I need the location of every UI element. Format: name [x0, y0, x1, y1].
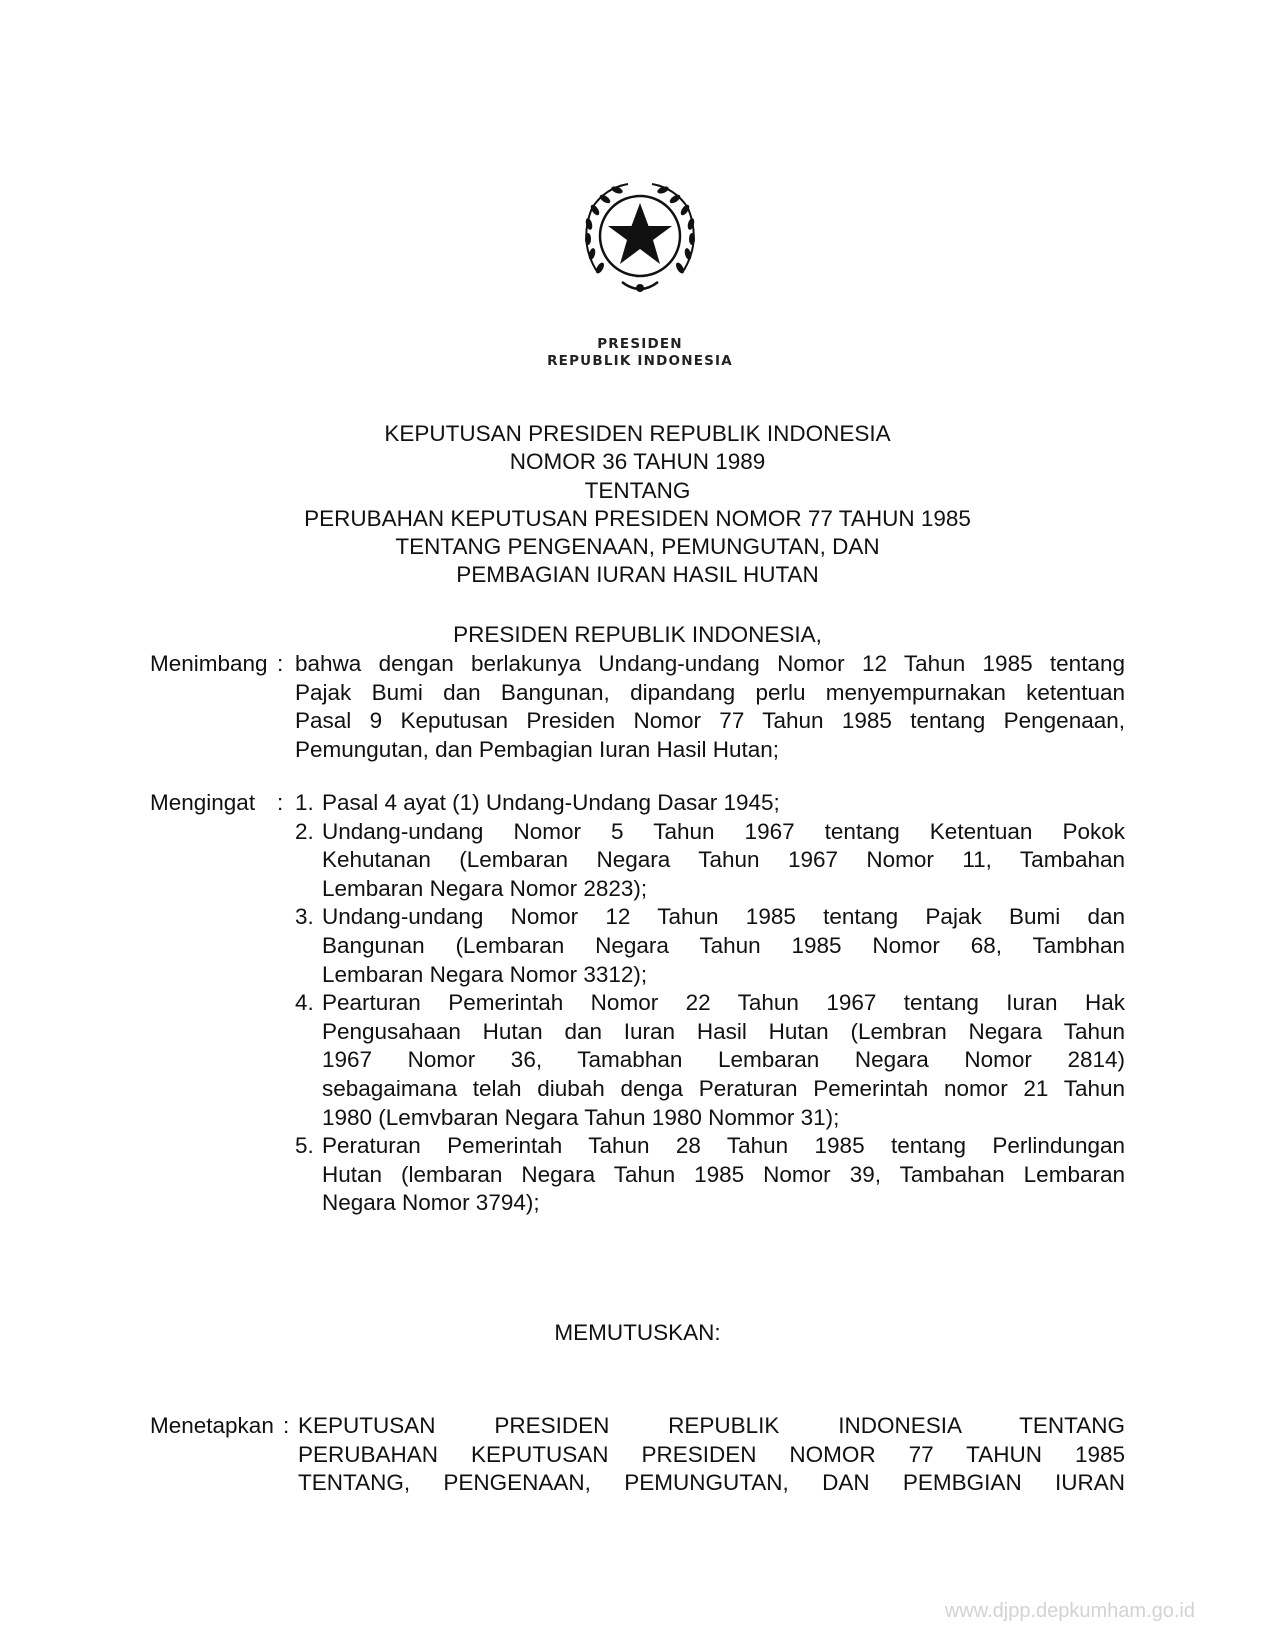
- list-item-line: Kehutanan (Lembaran Negara Tahun 1967 Nomor 11, Tambahan: [322, 847, 1125, 873]
- list-item: [295, 903, 1125, 989]
- list-item-number: 1.: [295, 790, 314, 815]
- letterhead: [515, 178, 765, 370]
- list-item-line: Undang-undang Nomor 12 Tahun 1985 tentang Pajak Bumi dan: [322, 904, 1125, 930]
- list-item-number: 4.: [295, 990, 314, 1016]
- title-line: TENTANG PENGENAAN, PEMUNGUTAN, DAN: [395, 534, 880, 560]
- letterhead-caption-line1: PRESIDEN: [597, 336, 683, 352]
- menetapkan-text: [298, 1412, 1125, 1498]
- list-item-number: 2.: [295, 818, 314, 844]
- list-item-number: 3.: [295, 904, 314, 930]
- menimbang-text: [295, 650, 1125, 764]
- list-item-line: Pearturan Pemerintah Nomor 22 Tahun 1967 tentang Iuran Hak: [322, 990, 1125, 1016]
- menetapkan-line: PERUBAHAN KEPUTUSAN PRESIDEN NOMOR 77 TAHUN 1985: [298, 1441, 1125, 1467]
- list-item-line: Pasal 4 ayat (1) Undang-Undang Dasar 1945;: [322, 790, 780, 815]
- menetapkan-label: Menetapkan: [150, 1413, 274, 1438]
- mengingat-list: [295, 789, 1125, 1218]
- list-item-line: Pengusahaan Hutan dan Iuran Hasil Hutan (Lembran Negara Tahun: [322, 1018, 1125, 1044]
- memutuskan-heading: MEMUTUSKAN:: [554, 1320, 721, 1345]
- list-item-line: Lembaran Negara Nomor 3312);: [322, 961, 648, 987]
- document-title: [150, 420, 1125, 590]
- menetapkan-line: TENTANG, PENGENAAN, PEMUNGUTAN, DAN PEMBGIAN IURAN: [298, 1470, 1125, 1496]
- mengingat-label: Mengingat: [150, 790, 256, 815]
- list-item-line: Hutan (lembaran Negara Tahun 1985 Nomor 39, Tambahan Lembaran: [322, 1161, 1125, 1187]
- source-watermark: www.djpp.depkumham.go.id: [944, 1600, 1195, 1622]
- menetapkan-line: KEPUTUSAN PRESIDEN REPUBLIK INDONESIA TENTANG: [298, 1413, 1125, 1438]
- list-item: [295, 818, 1125, 904]
- list-item: [295, 989, 1125, 1132]
- menetapkan-colon: :: [283, 1413, 290, 1438]
- title-line: NOMOR 36 TAHUN 1989: [509, 449, 766, 475]
- menimbang-line: bahwa dengan berlakunya Undang-undang Nomor 12 Tahun 1985 tentang: [295, 651, 1125, 676]
- list-item-line: Negara Nomor 3794);: [322, 1190, 540, 1216]
- list-item: [295, 1132, 1125, 1218]
- title-line: TENTANG: [584, 477, 691, 503]
- title-line: PEMBAGIAN IURAN HASIL HUTAN: [456, 562, 819, 588]
- president-heading: PRESIDEN REPUBLIK INDONESIA,: [453, 622, 822, 647]
- list-item: [295, 789, 1125, 818]
- menimbang-line: Pasal 9 Keputusan Presiden Nomor 77 Tahun 1985 tentang Pengenaan,: [295, 708, 1125, 734]
- title-line: KEPUTUSAN PRESIDEN REPUBLIK INDONESIA: [384, 421, 891, 446]
- list-item-line: Undang-undang Nomor 5 Tahun 1967 tentang Ketentuan Pokok: [322, 818, 1125, 844]
- letterhead-caption-line2: REPUBLIK INDONESIA: [547, 353, 733, 369]
- title-line: PERUBAHAN KEPUTUSAN PRESIDEN NOMOR 77 TAHUN 1985: [304, 505, 971, 531]
- menimbang-colon: :: [277, 651, 284, 676]
- menimbang-label: Menimbang: [150, 651, 268, 676]
- mengingat-colon: :: [277, 790, 284, 815]
- list-item-number: 5.: [295, 1133, 314, 1159]
- list-item-line: sebagaimana telah diubah denga Peraturan Pemerintah nomor 21 Tahun: [322, 1075, 1125, 1101]
- list-item-line: Peraturan Pemerintah Tahun 28 Tahun 1985 tentang Perlindungan: [322, 1133, 1125, 1159]
- list-item-line: 1967 Nomor 36, Tamabhan Lembaran Negara Nomor 2814): [322, 1047, 1125, 1073]
- presidential-seal-icon: [570, 178, 710, 308]
- list-item-line: Lembaran Negara Nomor 2823);: [322, 875, 648, 901]
- letterhead-caption: [515, 336, 765, 370]
- menimbang-line: Pajak Bumi dan Bangunan, dipandang perlu menyempurnakan ketentuan: [295, 679, 1125, 705]
- list-item-line: Bangunan (Lembaran Negara Tahun 1985 Nomor 68, Tambhan: [322, 932, 1125, 958]
- list-item-line: 1980 (Lemvbaran Negara Tahun 1980 Nommor 31);: [322, 1104, 840, 1130]
- menimbang-line: Pemungutan, dan Pembagian Iuran Hasil Hutan;: [295, 736, 780, 762]
